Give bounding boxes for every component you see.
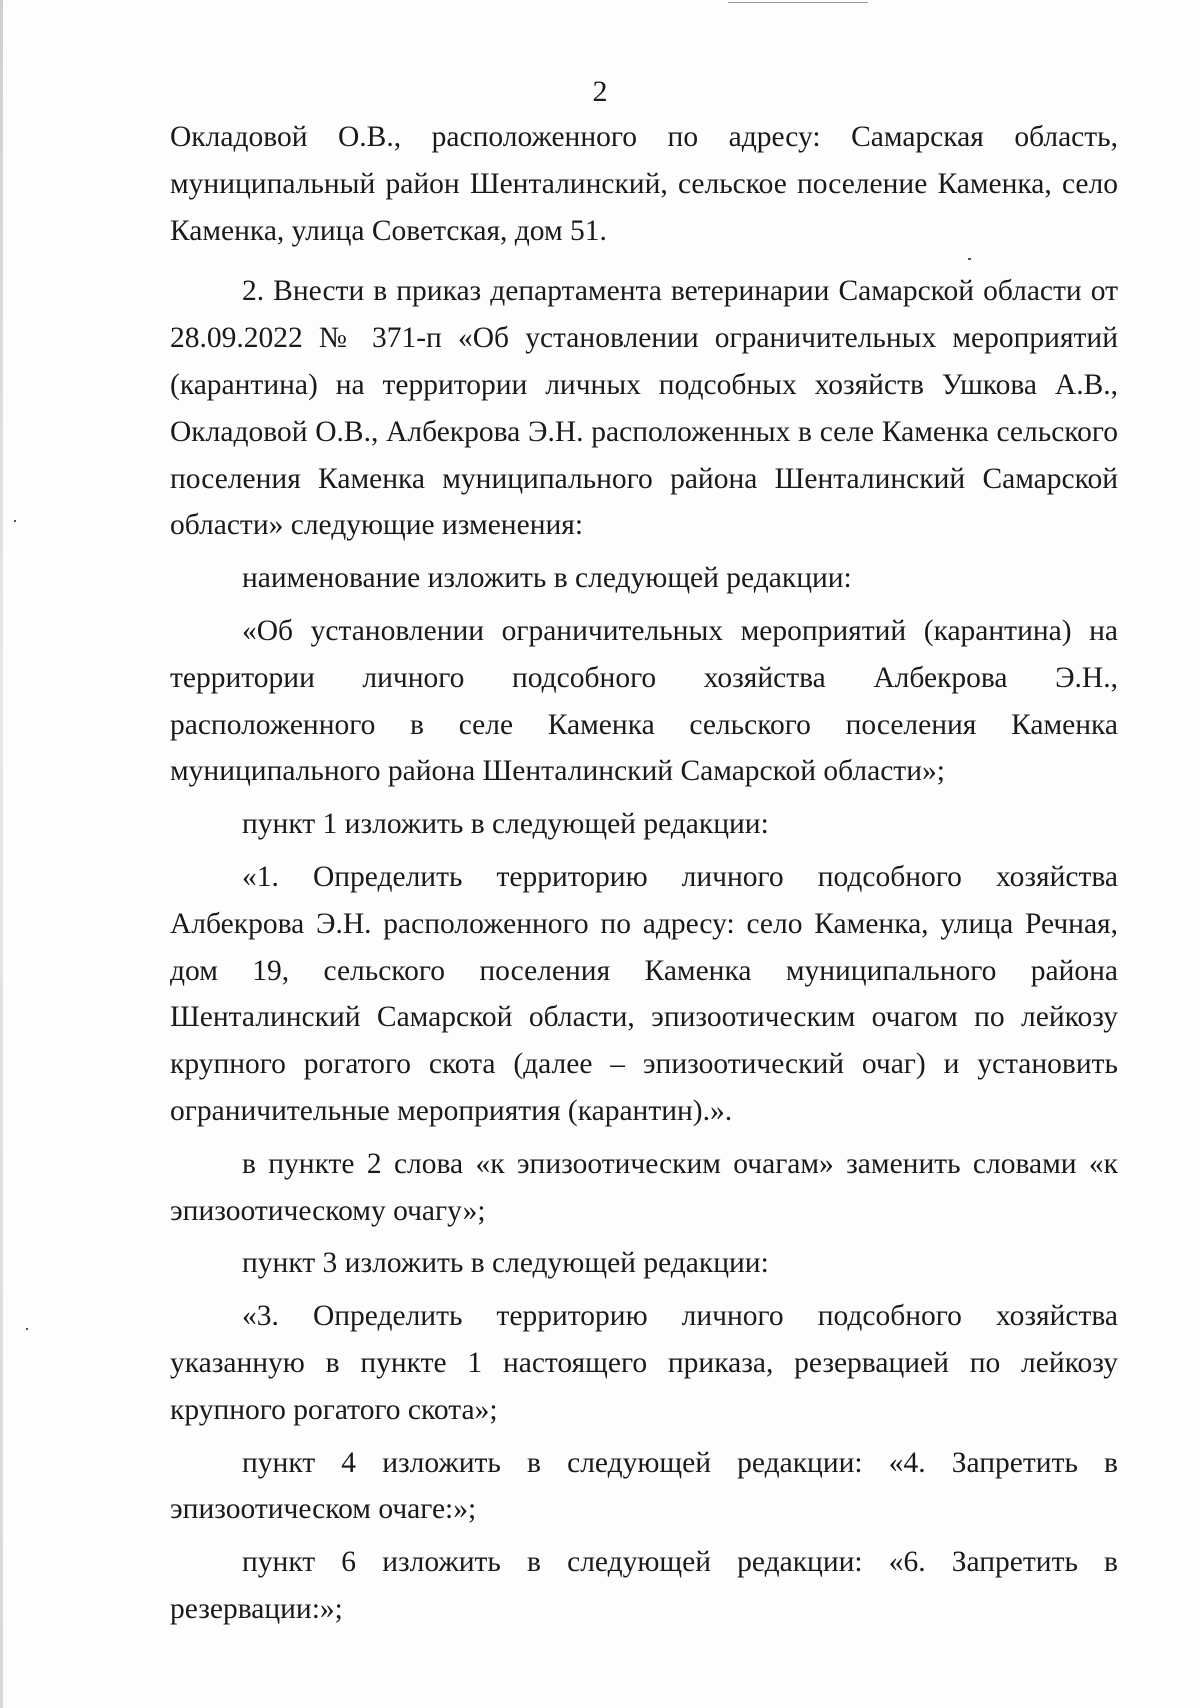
scan-speck bbox=[728, 2, 868, 3]
paragraph-point-6-change: пункт 6 изложить в следующей редакции: «6. Запретить в резервации:»; bbox=[170, 1546, 1118, 1625]
paragraph-new-title: «Об установлении ограничительных мероприятий (карантина) на территории личного подсобного хозяйства Албекрова Э.Н., расположенного в селе Каменка сельского поселения Каменка муниципального района Шенталинский Самарской области»; bbox=[170, 614, 1118, 788]
scan-speck bbox=[968, 258, 971, 260]
paragraph-new-point-3: «3. Определить территорию личного подсобного хозяйства указанную в пункте 1 настоящего приказа, резервацией по лейкозу крупного рогатого скота»; bbox=[170, 1300, 1118, 1426]
scan-speck bbox=[26, 1328, 28, 1330]
paragraph-title-change-intro: наименование изложить в следующей редакции: bbox=[242, 562, 852, 595]
scan-edge-shadow bbox=[0, 0, 3, 1708]
page-number: 2 bbox=[592, 75, 608, 108]
paragraph-point-4-change: пункт 4 изложить в следующей редакции: «4. Запретить в эпизоотическом очаге:»; bbox=[170, 1446, 1118, 1526]
paragraph-new-point-1: «1. Определить территорию личного подсобного хозяйства Албекрова Э.Н. расположенного по адресу: село Каменка, улица Речная, дом 19, сельского поселения Каменка муниципального района Шенталинский Самарской области, эпизоотическим очагом по лейкозу крупного рогатого скота (далее – эпизоотический очаг) и установить ограничительные мероприятия (карантин).». bbox=[170, 860, 1118, 1127]
document-body bbox=[170, 114, 1118, 1633]
paragraph-point-2-change: в пункте 2 слова «к эпизоотическим очагам» заменить словами «к эпизоотическому очагу»; bbox=[170, 1147, 1118, 1227]
paragraph-item-2-amend-order: 2. Внести в приказ департамента ветеринарии Самарской области от 28.09.2022 № 371-п «Об установлении ограничительных мероприятий (карантина) на территории личных подсобных хозяйств Ушкова А.В., Окладовой О.В., Албекрова Э.Н. расположенных в селе Каменка сельского поселения Каменка муниципального района Шенталинский Самарской области» следующие изменения: bbox=[170, 275, 1118, 542]
paragraph-address-continuation: Окладовой О.В., расположенного по адресу: Самарская область, муниципальный район Шенталинский, сельское поселение Каменка, село Каменка, улица Советская, дом 51. bbox=[170, 121, 1118, 247]
paragraph-point-1-intro: пункт 1 изложить в следующей редакции: bbox=[242, 808, 769, 841]
paragraph-point-3-intro: пункт 3 изложить в следующей редакции: bbox=[242, 1247, 769, 1280]
scan-speck bbox=[14, 520, 16, 522]
